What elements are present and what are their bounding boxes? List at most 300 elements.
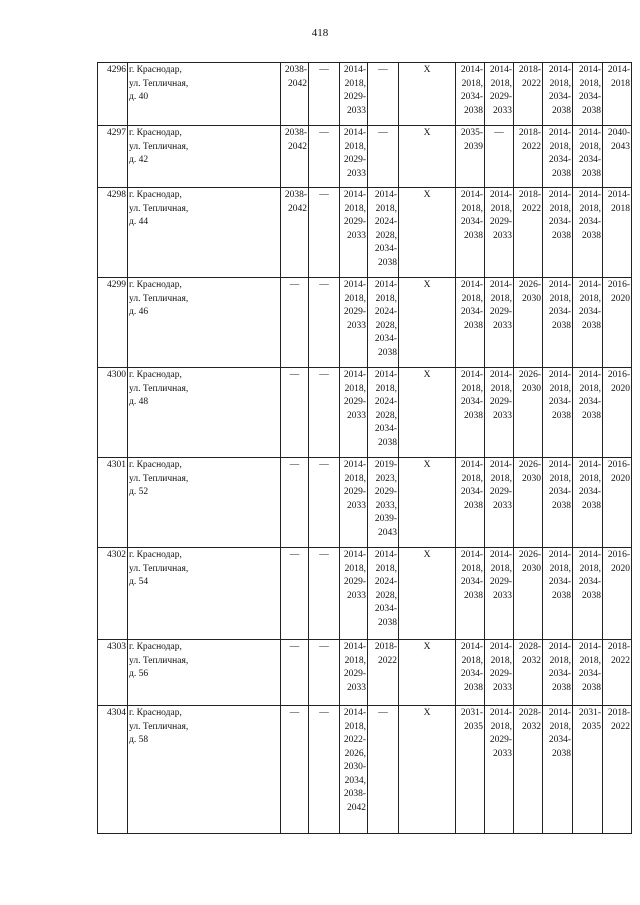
cell-line: 2014- [343,128,366,138]
cell-line: д. 40 [129,92,149,102]
schedule-cell [514,63,543,126]
cell-line: 2038 [378,257,397,268]
schedule-cell [456,640,485,706]
cell-line: 2019- [374,460,397,470]
cell-line: 2038 [464,105,483,116]
cell-line: 2026- [518,550,541,560]
schedule-cell [573,640,603,706]
cell-line: — [289,550,300,560]
cell-line: 2035 [582,721,601,732]
schedule-cell [514,188,543,278]
cell-line: 2038 [582,320,601,331]
cell-line: 2038- [284,190,307,200]
cell-line: 2034- [578,92,601,102]
cell-line: 2038 [552,320,571,331]
cell-line: 2014- [343,190,366,200]
schedule-cell [281,368,309,458]
cell-line: 2014- [343,550,366,560]
address-cell [128,188,281,278]
schedule-cell [309,278,340,368]
cell-line: г. Краснодар, [129,280,182,290]
table-row [98,458,632,548]
address-cell [128,368,281,458]
schedule-cell [573,63,603,126]
schedule-cell [573,126,603,188]
cell-line: X [423,65,431,75]
cell-line: 2014- [489,708,512,718]
cell-line: г. Краснодар, [129,642,182,652]
cell-line: 2018, [490,655,512,666]
cell-line: 2014- [374,550,397,560]
cell-line: 2038- [284,65,307,75]
cell-line: 2029- [489,735,512,745]
cell-line: 2038- [343,789,366,799]
page-number: 418 [311,27,329,39]
cell-line: 2018, [461,203,483,214]
cell-line: д. 46 [129,307,149,317]
schedule-cell [543,188,573,278]
schedule-cell [514,548,543,640]
schedule-cell [456,188,485,278]
cell-line: 2033 [347,230,366,241]
cell-line: 2018, [549,721,571,732]
cell-line: 2018, [549,293,571,304]
schedule-cell [281,706,309,834]
cell-line: X [423,128,431,138]
cell-line: 2018- [374,642,397,652]
cell-line: 2038 [552,410,571,421]
cell-line: 2018, [344,141,366,152]
schedule-cell [514,126,543,188]
cell-line: 2018, [579,203,601,214]
cell-line: 2014- [374,190,397,200]
cell-line: — [319,190,329,200]
schedule-cell [456,706,485,834]
cell-line: 2038 [464,590,483,601]
cell-line: 2033 [347,105,366,116]
row-number: 4299 [98,278,128,368]
cell-line: 2038 [582,230,601,241]
cell-line: д. 54 [129,577,149,587]
cell-line: ул. Тепличная, [129,383,189,394]
cell-line: 2018- [607,642,630,652]
cell-line: г. Краснодар, [129,550,182,560]
schedule-cell [485,126,514,188]
cell-line: 2029- [343,217,366,227]
cell-line: 2014- [578,65,601,75]
schedule-cell [309,548,340,640]
cell-line: 2028, [375,230,397,241]
cell-line: 2020 [611,293,630,304]
cell-line: 2024- [374,577,397,587]
cell-line: 2018, [549,655,571,666]
schedule-cell [340,640,368,706]
cell-line: д. 42 [129,155,149,165]
cell-line: 2018- [607,708,630,718]
cell-line: 2034- [374,604,397,614]
cell-line: 2038 [378,347,397,358]
table-row [98,368,632,458]
cell-line: — [289,370,300,380]
cell-line: 2026- [518,370,541,380]
cell-line: 2018, [461,473,483,484]
cell-line: 2014- [548,642,571,652]
cell-line: 2016- [607,460,630,470]
cell-line: 2038 [464,500,483,511]
cell-line: 2035- [460,128,483,138]
cell-line: 2028, [375,410,397,421]
schedule-cell [399,548,456,640]
cell-line: 2018, [579,141,601,152]
cell-line: 2033 [347,590,366,601]
cell-line: — [319,550,329,560]
cell-line: 2028- [518,642,541,652]
schedule-cell [281,63,309,126]
schedule-cell [573,458,603,548]
cell-line: 2014- [374,370,397,380]
cell-line: 2038 [552,748,571,759]
schedule-cell [514,706,543,834]
cell-line: 2014- [343,708,366,718]
cell-line: — [319,642,329,652]
schedule-cell [603,126,632,188]
cell-line: 2016- [607,280,630,290]
cell-line: г. Краснодар, [129,460,182,470]
row-number: 4296 [98,63,128,126]
cell-line: 2038 [552,105,571,116]
cell-line: 2034- [460,92,483,102]
schedule-cell [281,548,309,640]
cell-line: 2034- [548,735,571,745]
cell-line: 2034- [460,307,483,317]
cell-line: X [423,460,431,470]
cell-line: 2014- [489,642,512,652]
cell-line: 2014- [489,370,512,380]
schedule-cell [281,188,309,278]
schedule-cell [399,640,456,706]
cell-line: 2018, [549,473,571,484]
cell-line: г. Краснодар, [129,128,182,138]
cell-line: г. Краснодар, [129,190,182,200]
cell-line: 2033 [493,105,512,116]
cell-line: 2038 [582,590,601,601]
cell-line: 2038- [284,128,307,138]
schedule-cell [603,548,632,640]
schedule-cell [573,188,603,278]
cell-line: 2034- [374,424,397,434]
cell-line: 2029- [489,217,512,227]
cell-line: 2014- [460,460,483,470]
cell-line: 2014- [489,280,512,290]
cell-line: 2034- [548,397,571,407]
address-cell [128,63,281,126]
cell-line: 2018, [344,293,366,304]
cell-line: 2031- [578,708,601,718]
cell-line: 2038 [464,410,483,421]
cell-line: 2034- [578,397,601,407]
cell-line: 2038 [464,230,483,241]
cell-line: 2018, [344,383,366,394]
cell-line: 2029- [489,92,512,102]
cell-line: 2018, [461,78,483,89]
cell-line: 2014- [548,128,571,138]
cell-line: 2035 [464,721,483,732]
cell-line: 2034- [460,397,483,407]
cell-line: 2038 [582,105,601,116]
cell-line: 2043 [611,141,630,152]
schedule-cell [399,126,456,188]
cell-line: 2014- [489,550,512,560]
cell-line: 2024- [374,217,397,227]
cell-line: 2033, [375,500,397,511]
cell-line: 2033 [493,320,512,331]
cell-line: 2029- [343,487,366,497]
cell-line: 2034- [374,244,397,254]
cell-line: X [423,708,431,718]
cell-line: 2033 [493,590,512,601]
cell-line: 2014- [460,190,483,200]
cell-line: — [289,280,300,290]
cell-line: 2029- [343,92,366,102]
cell-line: 2034- [578,577,601,587]
schedule-cell [543,548,573,640]
schedule-cell [281,278,309,368]
cell-line: ул. Тепличная, [129,655,189,666]
cell-line: X [423,550,431,560]
cell-line: 2038 [582,682,601,693]
cell-line: 2020 [611,563,630,574]
row-number: 4301 [98,458,128,548]
cell-line: д. 56 [129,669,149,679]
cell-line: 2023, [375,473,397,484]
cell-line: — [378,708,388,718]
cell-line: 2026- [518,280,541,290]
schedule-cell [543,640,573,706]
cell-line: 2018- [518,65,541,75]
cell-line: 2018, [344,721,366,732]
cell-line: д. 58 [129,735,149,745]
cell-line: 2029- [374,487,397,497]
schedule-cell [573,278,603,368]
cell-line: — [319,708,329,718]
cell-line: 2014- [460,370,483,380]
cell-line: ул. Тепличная, [129,563,189,574]
cell-line: 2029- [489,307,512,317]
cell-line: 2018, [461,293,483,304]
table-row [98,63,632,126]
schedule-cell [368,188,399,278]
cell-line: 2038 [552,168,571,179]
schedule-cell [368,63,399,126]
cell-line: — [319,128,329,138]
schedule-cell [543,458,573,548]
cell-line: 2038 [378,617,397,628]
cell-line: 2034- [578,217,601,227]
schedule-cell [514,368,543,458]
cell-line: 2022 [522,203,541,214]
cell-line: 2038 [464,320,483,331]
schedule-cell [399,188,456,278]
schedule-cell [456,126,485,188]
schedule-cell [485,458,514,548]
table-row [98,548,632,640]
cell-line: 2034- [460,217,483,227]
cell-line: 2033 [347,500,366,511]
cell-line: 2018, [490,721,512,732]
cell-line: 2038 [464,682,483,693]
table-row [98,640,632,706]
cell-line: 2030 [522,383,541,394]
cell-line: 2014- [489,190,512,200]
cell-line: 2034- [578,307,601,317]
cell-line: 2014- [548,280,571,290]
row-number: 4297 [98,126,128,188]
cell-line: ул. Тепличная, [129,141,189,152]
cell-line: X [423,370,431,380]
schedule-cell [340,548,368,640]
cell-line: 2029- [343,397,366,407]
cell-line: 2014- [460,550,483,560]
cell-line: 2014- [460,65,483,75]
cell-line: 2030 [522,473,541,484]
cell-line: 2022 [522,141,541,152]
cell-line: 2018 [611,203,630,214]
schedule-cell [573,368,603,458]
cell-line: 2029- [343,155,366,165]
cell-line: 2038 [552,500,571,511]
cell-line: — [319,280,329,290]
cell-line: 2034- [548,669,571,679]
cell-line: 2018, [344,203,366,214]
schedule-cell [573,706,603,834]
schedule-cell [514,458,543,548]
cell-line: ул. Тепличная, [129,293,189,304]
schedule-cell [485,706,514,834]
cell-line: 2029- [489,669,512,679]
cell-line: 2031- [460,708,483,718]
schedule-cell [368,368,399,458]
schedule-cell [309,458,340,548]
cell-line: 2038 [552,682,571,693]
row-number: 4304 [98,706,128,834]
cell-line: д. 48 [129,397,149,407]
cell-line: 2018, [490,203,512,214]
cell-line: 2016- [607,370,630,380]
cell-line: — [494,128,504,138]
cell-line: 2033 [493,230,512,241]
cell-line: 2030 [522,563,541,574]
cell-line: 2034- [578,155,601,165]
row-number: 4302 [98,548,128,640]
cell-line: 2029- [343,577,366,587]
capital-repair-schedule-table [97,62,632,834]
cell-line: 2018, [461,383,483,394]
cell-line: X [423,280,431,290]
cell-line: 2033 [493,748,512,759]
cell-line: 2014- [578,280,601,290]
cell-line: — [289,460,300,470]
cell-line: 2034- [460,669,483,679]
schedule-cell [543,63,573,126]
cell-line: 2014- [578,128,601,138]
schedule-cell [514,640,543,706]
cell-line: 2029- [489,577,512,587]
cell-line: 2038 [582,500,601,511]
cell-line: 2014- [607,65,630,75]
schedule-cell [543,278,573,368]
cell-line: 2018, [579,78,601,89]
cell-line: 2018, [344,655,366,666]
address-cell [128,278,281,368]
cell-line: 2029- [489,487,512,497]
cell-line: 2034- [548,155,571,165]
cell-line: 2029- [343,669,366,679]
schedule-cell [309,63,340,126]
cell-line: 2022 [611,721,630,732]
address-cell [128,640,281,706]
cell-line: 2018, [490,293,512,304]
cell-line: 2034- [578,487,601,497]
cell-line: 2039- [374,514,397,524]
cell-line: 2014- [343,280,366,290]
cell-line: 2018, [549,203,571,214]
cell-line: 2042 [288,203,307,214]
cell-line: 2028, [375,320,397,331]
cell-line: 2014- [578,550,601,560]
cell-line: 2018, [461,655,483,666]
cell-line: 2014- [607,190,630,200]
cell-line: 2033 [347,410,366,421]
cell-line: 2029- [489,397,512,407]
cell-line: ул. Тепличная, [129,78,189,89]
cell-line: 2018, [579,563,601,574]
cell-line: 2034- [548,92,571,102]
cell-line: 2014- [578,460,601,470]
cell-line: 2014- [343,642,366,652]
schedule-cell [456,63,485,126]
row-number: 4303 [98,640,128,706]
cell-line: 2014- [548,708,571,718]
cell-line: 2018, [375,563,397,574]
cell-line: 2028- [518,708,541,718]
cell-line: 2033 [347,682,366,693]
schedule-cell [456,548,485,640]
cell-line: 2018- [518,128,541,138]
cell-line: 2018, [579,655,601,666]
cell-line: 2026, [344,748,366,759]
cell-line: 2018, [490,383,512,394]
cell-line: 2038 [378,437,397,448]
cell-line: 2034- [548,307,571,317]
schedule-cell [281,458,309,548]
cell-line: 2018, [490,78,512,89]
schedule-cell [340,188,368,278]
cell-line: 2034- [548,577,571,587]
cell-line: 2018, [375,293,397,304]
schedule-cell [603,188,632,278]
cell-line: 2018, [375,203,397,214]
cell-line: д. 44 [129,217,149,227]
cell-line: — [319,65,329,75]
cell-line: ул. Тепличная, [129,721,189,732]
address-cell [128,126,281,188]
cell-line: г. Краснодар, [129,708,182,718]
cell-line: 2034- [548,217,571,227]
cell-line: 2039 [464,141,483,152]
schedule-cell [340,63,368,126]
schedule-cell [340,458,368,548]
cell-line: 2030- [343,762,366,772]
